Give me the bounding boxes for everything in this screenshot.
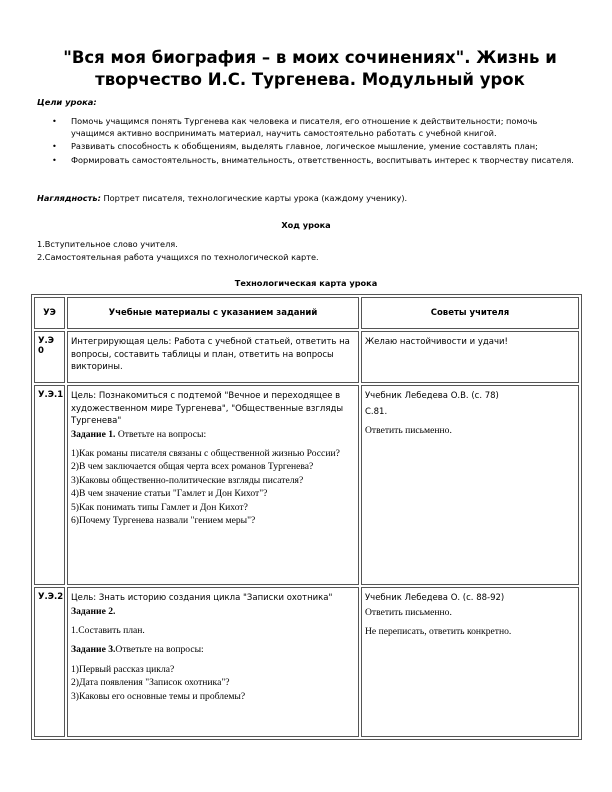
advice-line: Учебник Лебедева О. (с. 88-92) xyxy=(365,593,505,603)
goals-list xyxy=(52,115,582,167)
visuals-text: Портрет писателя, технологические карты урока (каждому ученику). xyxy=(100,193,408,203)
advice-line: Ответить письменно. xyxy=(365,425,452,436)
row-advice xyxy=(361,331,579,383)
goal-item: • Формировать самостоятельность, внимательность, ответственность, воспитывать интерес к творчеству писателя. xyxy=(52,154,582,166)
task-text: Ответьте на вопросы: xyxy=(115,644,204,656)
question-item: 3)Каковы общественно-политические взгляды писателя? xyxy=(71,474,304,486)
visuals-label: Наглядность: xyxy=(37,193,101,203)
task-label: Задание 3. xyxy=(71,644,116,656)
row-goal: Цель: Познакомиться с подтемой "Вечное и переходящее в художественном мире Тургенева", "Общественные взгляды Тургенева" xyxy=(71,391,344,426)
table-row xyxy=(34,385,579,585)
tech-map-table xyxy=(31,294,582,740)
lesson-steps xyxy=(37,238,319,264)
task-label: Задание 1. xyxy=(71,428,116,440)
question-item: 1)Как романы писателя связаны с общественной жизнью России? xyxy=(71,447,340,459)
row-goal: Интегрирующая цель: Работа с учебной статьей, ответить на вопросы, составить таблицы и план, ответить на вопросы викторины. xyxy=(71,337,350,372)
header-ue: УЭ xyxy=(34,297,65,329)
task-line xyxy=(71,643,355,656)
row-advice xyxy=(361,587,579,737)
lesson-step: 1.Вступительное слово учителя. xyxy=(37,239,178,249)
advice-line: С.81. xyxy=(365,406,388,417)
table-header-row xyxy=(34,297,579,329)
row-ue: У.Э.2 xyxy=(34,587,65,737)
advice-line: Ответить письменно. xyxy=(365,606,452,618)
goals-heading: Цели урока: xyxy=(37,97,97,107)
tech-map-title: Технологическая карта урока xyxy=(234,278,378,288)
visuals-line xyxy=(37,193,407,203)
table-row xyxy=(34,331,579,383)
goal-item: • Помочь учащимся понять Тургенева как человека и писателя, его отношение к действительности; помочь учащимся активно воспринимать материал, научить самостоятельно работать с учебной книгой. xyxy=(52,115,582,139)
header-advice: Советы учителя xyxy=(361,297,579,329)
lesson-step: 2.Самостоятельная работа учащихся по технологической карте. xyxy=(37,252,319,262)
lesson-flow-heading: Ход урока xyxy=(281,220,331,230)
task-item: 1.Составить план. xyxy=(71,624,145,636)
header-materials: Учебные материалы с указанием заданий xyxy=(67,297,359,329)
task-line xyxy=(71,428,355,441)
question-item: 6)Почему Тургенева назвали "гением меры"? xyxy=(71,514,256,526)
row-materials xyxy=(67,587,359,737)
row-ue: У.Э.1 xyxy=(34,385,65,585)
row-goal: Цель: Знать историю создания цикла "Записки охотника" xyxy=(71,593,333,603)
task-label: Задание 2. xyxy=(71,605,116,617)
question-item: 2)В чем заключается общая черта всех романов Тургенева? xyxy=(71,461,314,473)
task-text: Ответьте на вопросы: xyxy=(115,428,207,440)
row-advice xyxy=(361,385,579,585)
row-materials xyxy=(67,385,359,585)
question-item: 4)В чем значение статьи "Гамлет и Дон Кихот"? xyxy=(71,488,268,500)
question-item: 2)Дата появления "Записок охотника"? xyxy=(71,677,230,689)
goal-item: • Развивать способность к обобщениям, выделять главное, логическое мышление, умение составлять план; xyxy=(52,140,582,152)
question-item: 1)Первый рассказ цикла? xyxy=(71,663,175,675)
advice-line: Учебник Лебедева О.В. (с. 78) xyxy=(365,391,499,401)
question-item: 3)Каковы его основные темы и проблемы? xyxy=(71,690,246,702)
table-row xyxy=(34,587,579,737)
row-ue: У.Э 0 xyxy=(34,331,65,383)
advice-line: Желаю настойчивости и удачи! xyxy=(365,337,508,347)
question-item: 5)Как понимать типы Гамлет и Дон Кихот? xyxy=(71,501,248,513)
advice-line: Не переписать, ответить конкретно. xyxy=(365,625,512,637)
document-title: "Вся моя биография – в моих сочинениях". Жизнь и творчество И.С. Тургенева. Модульный урок xyxy=(63,48,557,89)
row-materials xyxy=(67,331,359,383)
